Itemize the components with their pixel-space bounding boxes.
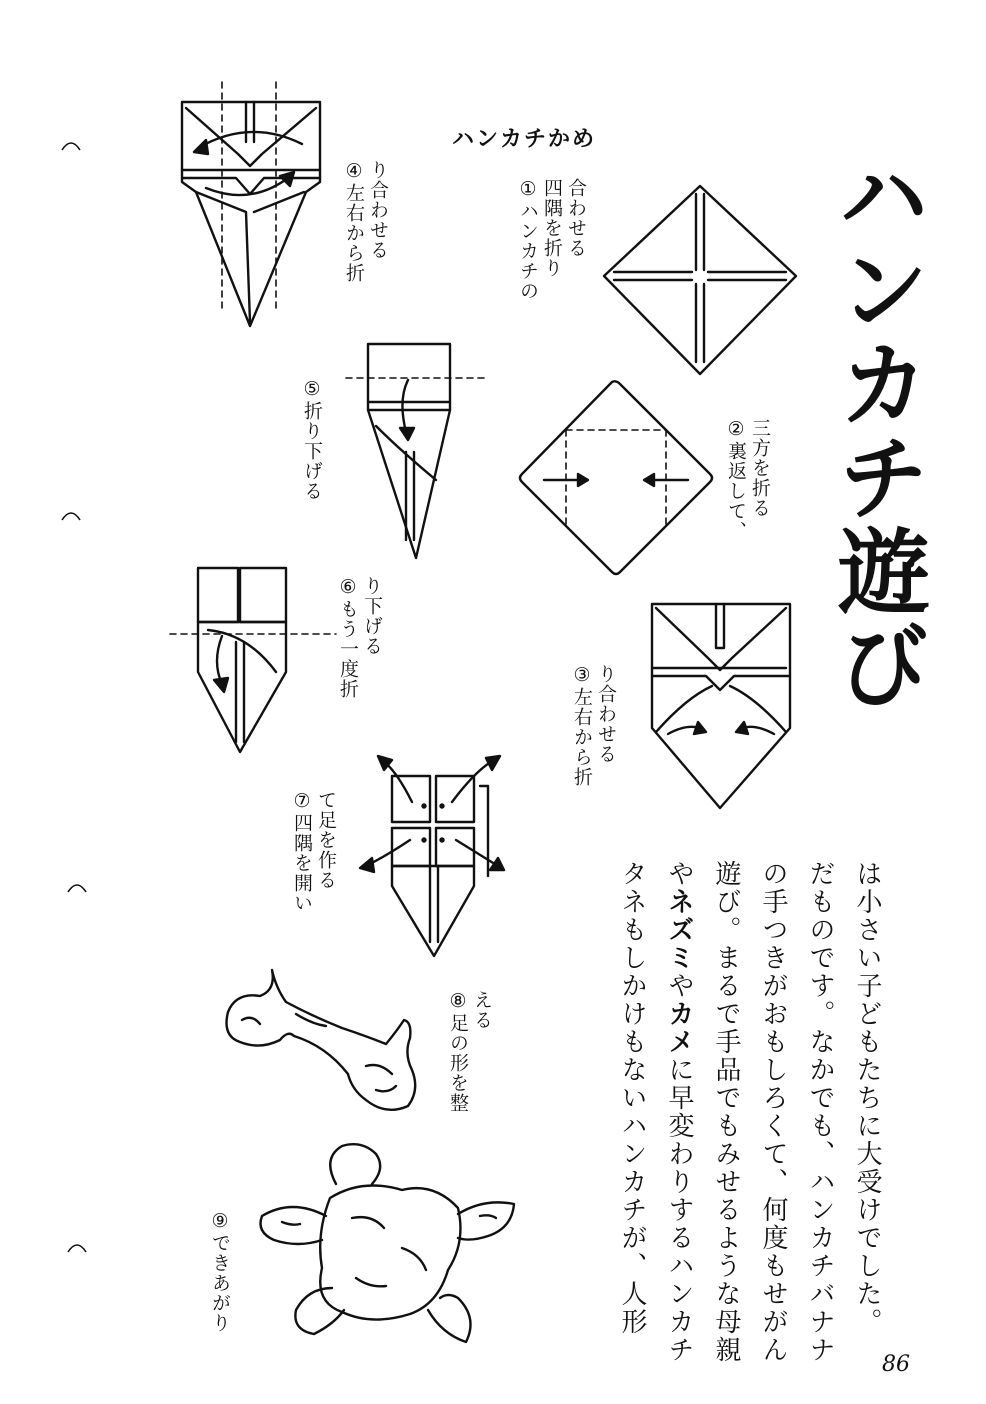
binder-hole-icon <box>60 138 82 152</box>
step-2-diagram <box>516 378 716 578</box>
body-col-3: 遊び。まるで手品でもみせるような母親 <box>711 860 741 1364</box>
step-2-label: 三方を折る ②裏返して、 <box>725 418 771 541</box>
step-6-diagram <box>168 562 348 756</box>
keyword-mouse: ネズミ <box>664 888 694 972</box>
step-1-diagram <box>600 182 800 378</box>
step-7-diagram <box>356 746 516 960</box>
step-7-label: て足を作る ⑦四隅を開い <box>291 790 337 913</box>
step-5-label: ⑤折り下げる <box>301 378 323 501</box>
keyword-turtle: カメ <box>664 1000 694 1056</box>
page-title: ハンカチ遊び <box>823 148 930 712</box>
step-8-diagram <box>216 966 426 1116</box>
body-col-4: の手つきがおもしろくて、何度もせがん <box>758 860 788 1364</box>
binder-hole-icon <box>66 880 88 894</box>
step-1-label: 合わせる 四隅を折り ①ハンカチの <box>517 178 587 301</box>
step-3-label: り合わせる ③左右から折 <box>571 664 617 787</box>
step-8-label: える ⑧足の形を整 <box>447 990 493 1113</box>
binder-hole-icon <box>60 508 82 522</box>
body-col-5: だものです。なかでも、ハンカチバナナ <box>805 860 835 1364</box>
step-5-diagram <box>340 340 490 562</box>
step-9-label: ⑨できあがり <box>209 1210 231 1333</box>
step-9-diagram <box>252 1138 524 1360</box>
step-4-diagram <box>176 82 326 332</box>
step-6-label: り下げる ⑥もう一度折 <box>337 576 383 699</box>
step-4-label: り合わせる ④左右から折 <box>343 160 389 283</box>
binder-hole-icon <box>66 1240 88 1254</box>
body-col-6: は小さい子どもたちに大受けでした。 <box>852 860 882 1336</box>
body-paragraph <box>608 860 937 1364</box>
step-3-diagram <box>646 598 796 812</box>
section-subtitle: ハンカチかめ <box>452 127 597 152</box>
page-number: 86 <box>882 1352 910 1377</box>
body-col-1: タネもしかけもないハンカチが、人形 <box>617 860 647 1336</box>
body-col-2: やネズミやカメに早変わりするハンカチ <box>664 860 694 1364</box>
